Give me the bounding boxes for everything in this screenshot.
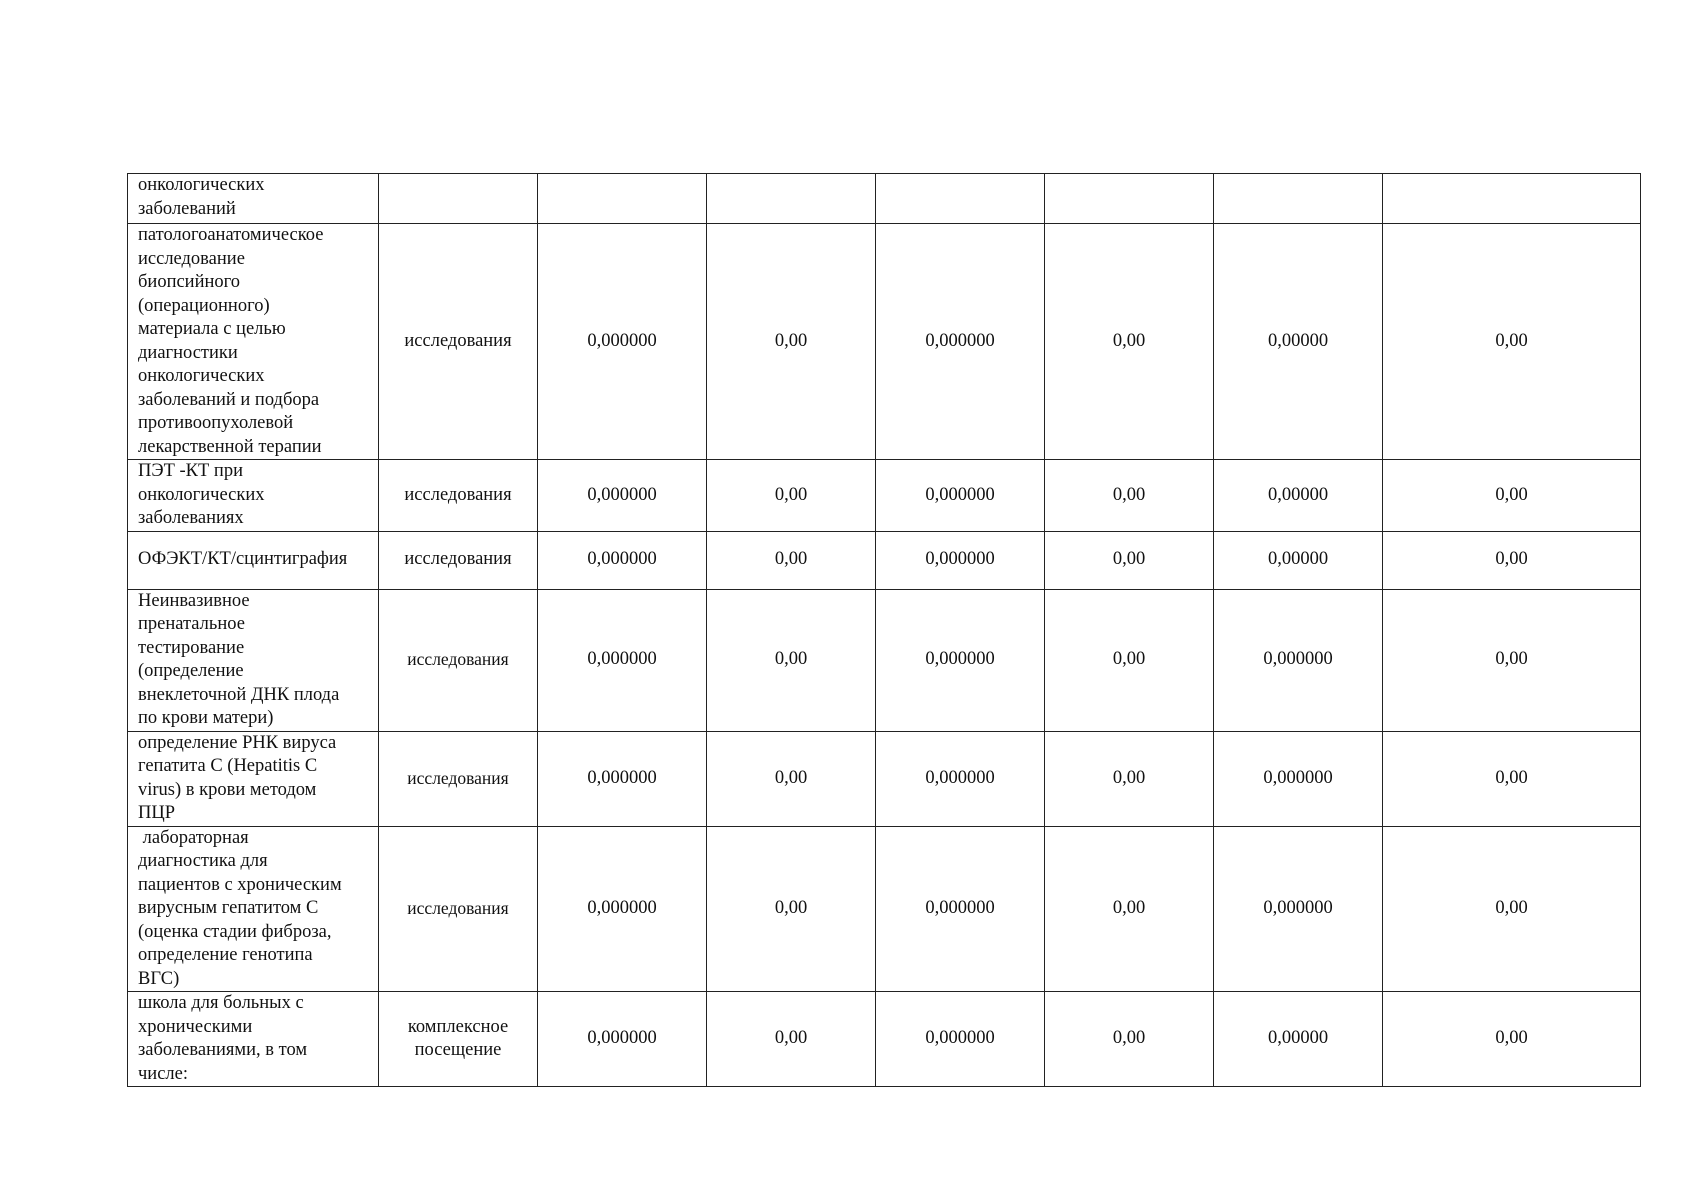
value-cell (1383, 174, 1641, 224)
value-cell: 0,00 (1045, 460, 1214, 532)
value-cell (538, 174, 707, 224)
document-table (127, 173, 1641, 1087)
value-cell: 0,00 (1045, 826, 1214, 992)
value-cell (1045, 174, 1214, 224)
table-row (128, 224, 1641, 460)
unit-cell: исследования (379, 460, 538, 532)
value-cell (876, 174, 1045, 224)
service-name-cell (128, 174, 379, 224)
value-cell: 0,00 (707, 992, 876, 1087)
value-cell: 0,000000 (538, 992, 707, 1087)
value-cell: 0,00 (1045, 531, 1214, 589)
table-row (128, 731, 1641, 826)
table-row (128, 531, 1641, 589)
value-cell: 0,00 (1045, 992, 1214, 1087)
value-cell: 0,00000 (1214, 224, 1383, 460)
document-table-container (127, 173, 1640, 1087)
value-cell: 0,00 (707, 826, 876, 992)
unit-cell: исследования (379, 531, 538, 589)
service-name: школа для больных с хроническими заболеваниями, в том числе: (138, 993, 308, 1084)
service-name: ПЭТ -КТ при онкологических заболеваниях (138, 461, 265, 528)
service-name-cell (128, 826, 379, 992)
value-cell: 0,00 (707, 531, 876, 589)
value-cell: 0,00 (1383, 992, 1641, 1087)
value-cell: 0,000000 (1214, 589, 1383, 731)
value-cell: 0,000000 (876, 224, 1045, 460)
service-name-cell (128, 589, 379, 731)
value-cell: 0,00000 (1214, 460, 1383, 532)
unit-cell: исследования (379, 826, 538, 992)
unit-cell: исследования (379, 589, 538, 731)
service-name: лабораторная диагностика для пациентов с хроническим вирусным гепатитом С (оценка стадии фиброза, определение генотипа ВГС) (138, 827, 342, 989)
value-cell: 0,000000 (538, 589, 707, 731)
value-cell: 0,000000 (538, 460, 707, 532)
table-row (128, 460, 1641, 532)
value-cell: 0,000000 (876, 460, 1045, 532)
service-name: определение РНК вируса гепатита С (Hepatitis C virus) в крови методом ПЦР (138, 732, 337, 823)
value-cell: 0,00 (1383, 589, 1641, 731)
value-cell: 0,00 (1045, 589, 1214, 731)
value-cell: 0,00000 (1214, 992, 1383, 1087)
value-cell: 0,000000 (876, 826, 1045, 992)
value-cell: 0,00 (1383, 531, 1641, 589)
value-cell: 0,000000 (538, 224, 707, 460)
service-name-cell (128, 460, 379, 532)
unit-cell: исследования (379, 224, 538, 460)
unit-cell: исследования (379, 731, 538, 826)
value-cell: 0,00 (1383, 460, 1641, 532)
value-cell: 0,000000 (876, 589, 1045, 731)
value-cell: 0,000000 (538, 826, 707, 992)
value-cell: 0,000000 (876, 531, 1045, 589)
unit-cell (379, 174, 538, 224)
value-cell: 0,00 (1045, 224, 1214, 460)
value-cell (707, 174, 876, 224)
value-cell: 0,00 (707, 460, 876, 532)
value-cell: 0,00000 (1214, 531, 1383, 589)
value-cell: 0,000000 (876, 731, 1045, 826)
table-row (128, 174, 1641, 224)
service-name-cell (128, 224, 379, 460)
value-cell: 0,00 (1383, 826, 1641, 992)
value-cell: 0,00 (1045, 731, 1214, 826)
value-cell: 0,000000 (876, 992, 1045, 1087)
value-cell: 0,00 (1383, 224, 1641, 460)
value-cell: 0,00 (707, 589, 876, 731)
value-cell (1214, 174, 1383, 224)
value-cell: 0,000000 (538, 731, 707, 826)
service-name-cell (128, 531, 379, 589)
table-row (128, 992, 1641, 1087)
service-name: ОФЭКТ/КТ/сцинтиграфия (138, 549, 348, 570)
value-cell: 0,00 (707, 731, 876, 826)
service-name-cell (128, 992, 379, 1087)
table-row (128, 589, 1641, 731)
service-name: патологоанатомическое исследование биопсийного (операционного) материала с целью диагностики онкологических заболеваний и подбора противоопухолевой лекарственной терапии (138, 225, 324, 457)
service-name: онкологических заболеваний (138, 175, 265, 219)
service-name-cell (128, 731, 379, 826)
value-cell: 0,000000 (538, 531, 707, 589)
value-cell: 0,000000 (1214, 731, 1383, 826)
unit-cell (379, 992, 538, 1087)
unit-label: комплексное посещение (407, 1016, 509, 1060)
value-cell: 0,00 (707, 224, 876, 460)
value-cell: 0,00 (1383, 731, 1641, 826)
value-cell: 0,000000 (1214, 826, 1383, 992)
table-row (128, 826, 1641, 992)
service-name: Неинвазивное пренатальное тестирование (определение внеклеточной ДНК плода по крови матери) (138, 590, 340, 728)
